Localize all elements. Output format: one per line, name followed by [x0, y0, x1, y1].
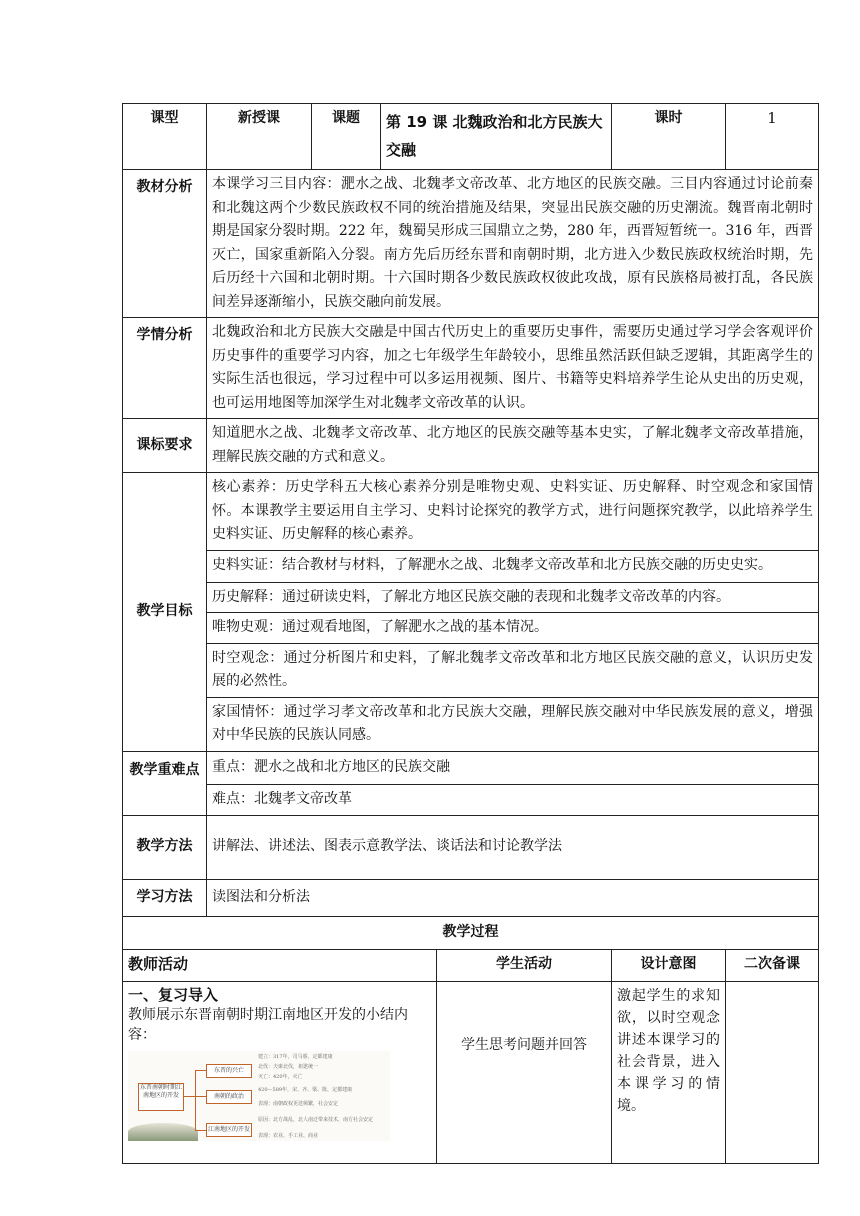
period-value: 1 [726, 104, 819, 170]
textbook-row [123, 170, 819, 318]
mindmap-decoration [128, 1123, 198, 1141]
process-row-1 [123, 981, 819, 1163]
teacher-activity [123, 981, 437, 1163]
teaching-method-row [123, 815, 819, 879]
textbook-text: 本课学习三目内容：淝水之战、北魏孝文帝改革、北方地区的民族交融。三目内容通过讨论前秦和北魏这两个少数民族政权不同的统治措施及结果，突显出民族交融的历史潮流。魏晋南北朝时期是国家分裂时期。222 年，魏蜀吴形成三国鼎立之势，280 年，西晋短暂统一。316 年，西晋灭亡，国家重新陷入分裂。南方先后历经东晋和南朝时期，北方进入少数民族政权统治时期，先后历经十六国和北朝时期。十六国时期各少数民族政权彼此攻战，原有民族格局被打乱，各民族间差异逐渐缩小，民族交融向前发展。 [207, 170, 819, 318]
mindmap-leaf: 原因：北方战乱，北人南迁带来技术，南方社会安定 [258, 1116, 374, 1123]
learning-method-text: 读图法和分析法 [207, 879, 819, 916]
mindmap-image [128, 1051, 390, 1141]
process-title: 教学过程 [123, 916, 819, 949]
mindmap-leaf: 表现：农业、手工业、商业 [258, 1132, 319, 1139]
students-text: 北魏政治和北方民族大交融是中国古代历史上的重要历史事件，需要历史通过学习学会客观评价历史事件的重要学习内容，加之七年级学生年龄较小，思维虽然活跃但缺乏逻辑，其距离学生的实际生活也很远，学习过程中可以多运用视频、图片、书籍等史料培养学生论从史出的历史观，也可运用地图等加深学生对北魏孝文帝改革的认识。 [207, 318, 819, 419]
goal-item: 史料实证：结合教材与材料，了解淝水之战、北魏孝文帝改革和北方民族交融的历史史实。 [207, 550, 819, 582]
mindmap-node: 江南地区的开发 [206, 1123, 252, 1137]
topic-value: 第 19 课 北魏政治和北方民族大交融 [381, 104, 612, 170]
student-activity: 学生思考问题并回答 [437, 981, 612, 1163]
key-point: 重点：淝水之战和北方地区的民族交融 [207, 751, 819, 784]
mindmap-leaf: 420—589年，宋、齐、梁、陈，定都建康 [258, 1086, 353, 1093]
mindmap-connector [195, 1070, 196, 1130]
mindmap-root: 东晋南朝时期江南地区的开发 [138, 1083, 184, 1111]
section-text: 教师展示东晋南朝时期江南地区开发的小结内容： [128, 1006, 408, 1043]
mindmap-leaf: 灭亡：420年，灭亡 [258, 1073, 303, 1080]
goal-item: 唯物史观：通过观看地图，了解淝水之战的基本情况。 [207, 613, 819, 644]
curriculum-row [123, 419, 819, 473]
mindmap-leaf: 北伐：夫柬北伐，祖逖统一 [258, 1063, 319, 1070]
goal-row-6 [123, 697, 819, 751]
mindmap-connector [195, 1096, 206, 1097]
topic-label: 课题 [312, 104, 381, 170]
col-intent: 设计意图 [612, 949, 726, 981]
goal-row-3 [123, 582, 819, 613]
goal-item: 历史解释：通过研读史料，了解北方地区民族交融的表现和北魏孝文帝改革的内容。 [207, 582, 819, 613]
textbook-label: 教材分析 [123, 170, 207, 318]
curriculum-label: 课标要求 [123, 419, 207, 473]
process-header-row [123, 949, 819, 981]
process-title-row [123, 916, 819, 949]
mindmap-connector [195, 1070, 206, 1071]
goal-row-1 [123, 473, 819, 551]
goal-row-5 [123, 643, 819, 697]
design-intent: 激起学生的求知欲，以时空观念讲述本课学习的社会背景，进入本课学习的情境。 [612, 981, 726, 1163]
header-row [123, 104, 819, 170]
mindmap-connector [183, 1096, 195, 1097]
students-row [123, 318, 819, 419]
col-teacher: 教师活动 [123, 949, 437, 981]
col-student: 学生活动 [437, 949, 612, 981]
teaching-method-text: 讲解法、讲述法、图表示意教学法、谈话法和讨论教学法 [207, 815, 819, 879]
goal-item: 家国情怀：通过学习孝文帝改革和北方民族大交融，理解民族交融对中华民族发展的意义，增强对中华民族的民族认同感。 [207, 697, 819, 751]
mindmap-leaf: 建立：317年，司马睿，定都建康 [258, 1053, 333, 1060]
goals-label: 教学目标 [123, 473, 207, 752]
students-label: 学情分析 [123, 318, 207, 419]
teaching-method-label: 教学方法 [123, 815, 207, 879]
goal-item: 时空观念：通过分析图片和史料，了解北魏孝文帝改革和北方地区民族交融的意义，认识历史发展的必然性。 [207, 643, 819, 697]
difficult-row [123, 784, 819, 815]
mindmap-node: 东晋的兴亡 [206, 1064, 252, 1078]
period-label: 课时 [612, 104, 726, 170]
curriculum-text: 知道肥水之战、北魏孝文帝改革、北方地区的民族交融等基本史实，了解北魏孝文帝改革措施，理解民族交融的方式和意义。 [207, 419, 819, 473]
learning-method-row [123, 879, 819, 916]
mindmap-connector [195, 1130, 206, 1131]
key-points-label: 教学重难点 [123, 751, 207, 815]
section-title: 一、复习导入 [128, 985, 219, 1004]
type-label: 课型 [123, 104, 207, 170]
goal-row-2 [123, 550, 819, 582]
type-value: 新授课 [207, 104, 312, 170]
col-second: 二次备课 [726, 949, 819, 981]
mindmap-leaf: 表现：南朝政权更迭频繁，社会安定 [258, 1100, 339, 1107]
goal-row-4 [123, 613, 819, 644]
mindmap-node: 南朝的政治 [206, 1090, 252, 1104]
lesson-plan-table [122, 103, 819, 1164]
learning-method-label: 学习方法 [123, 879, 207, 916]
key-row [123, 751, 819, 784]
goal-item: 核心素养：历史学科五大核心素养分别是唯物史观、史料实证、历史解释、时空观念和家国情怀。本课教学主要运用自主学习、史料讨论探究的教学方式，进行问题探究教学，以此培养学生史料实证、历史解释的核心素养。 [207, 473, 819, 551]
difficult-point: 难点：北魏孝文帝改革 [207, 784, 819, 815]
second-prep [726, 981, 819, 1163]
